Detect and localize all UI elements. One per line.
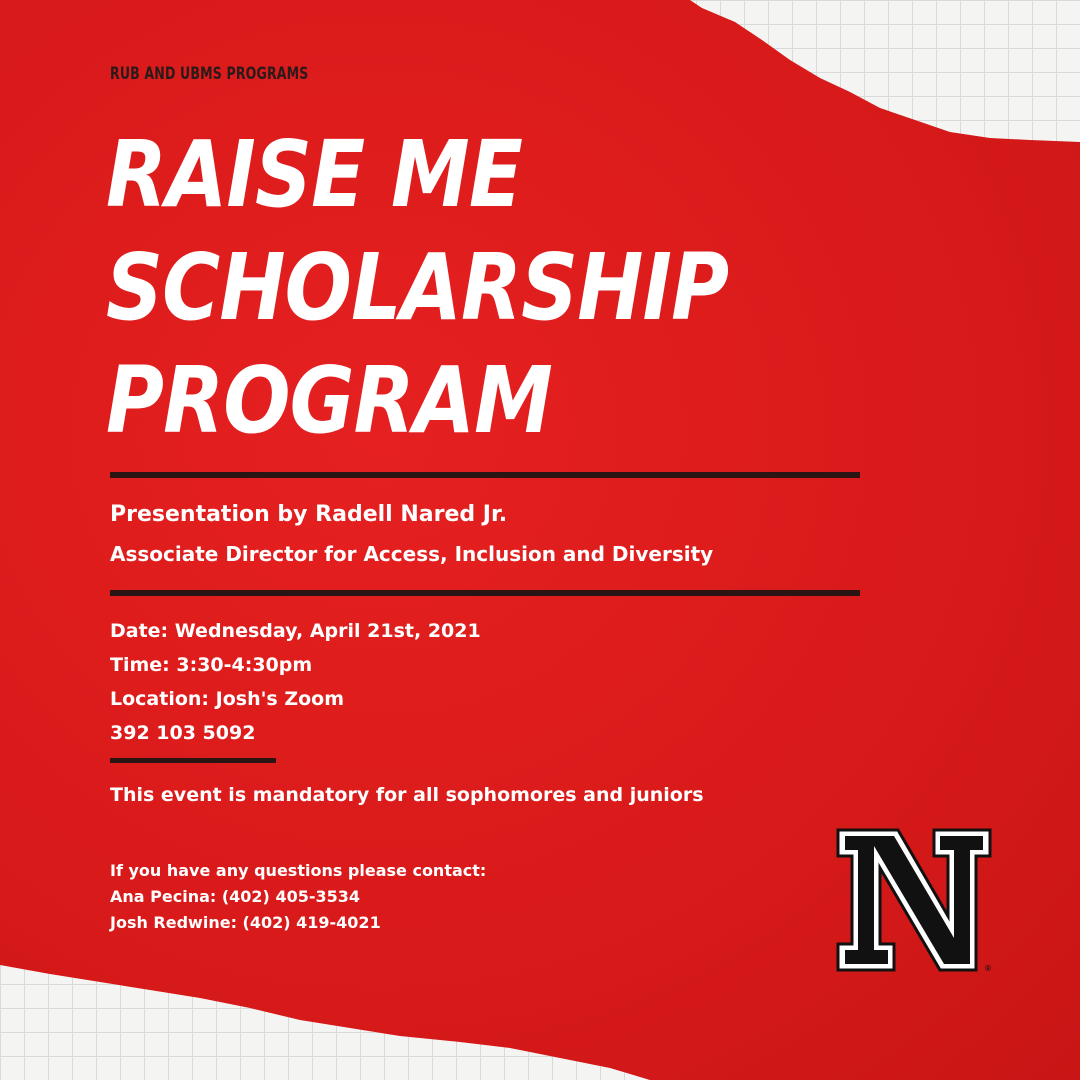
- contact-heading: If you have any questions please contact:: [110, 861, 487, 880]
- divider-middle: [110, 590, 860, 596]
- nebraska-n-logo: [836, 828, 992, 974]
- title-line-2: SCHOLARSHIP: [106, 234, 729, 341]
- divider-top: [110, 472, 860, 478]
- zoom-meeting-id: 392 103 5092: [110, 722, 256, 744]
- title-line-3: PROGRAM: [106, 347, 552, 454]
- presenter-role: Associate Director for Access, Inclusion and Diversity: [110, 542, 714, 566]
- mandatory-notice: This event is mandatory for all sophomores and juniors: [110, 784, 704, 806]
- event-title: [106, 118, 830, 457]
- program-kicker: RUB AND UBMS PROGRAMS: [110, 64, 309, 84]
- title-line-1: RAISE ME: [106, 121, 523, 228]
- contact-ana: Ana Pecina: (402) 405-3534: [110, 887, 361, 906]
- event-location: Location: Josh's Zoom: [110, 688, 345, 710]
- contact-josh: Josh Redwine: (402) 419-4021: [110, 913, 381, 932]
- registered-mark: ®: [984, 964, 992, 973]
- divider-short: [110, 758, 276, 763]
- presenter-line: Presentation by Radell Nared Jr.: [110, 502, 508, 527]
- event-details: [110, 614, 481, 750]
- event-date: Date: Wednesday, April 21st, 2021: [110, 620, 481, 642]
- contact-block: [110, 858, 486, 936]
- event-time: Time: 3:30-4:30pm: [110, 654, 313, 676]
